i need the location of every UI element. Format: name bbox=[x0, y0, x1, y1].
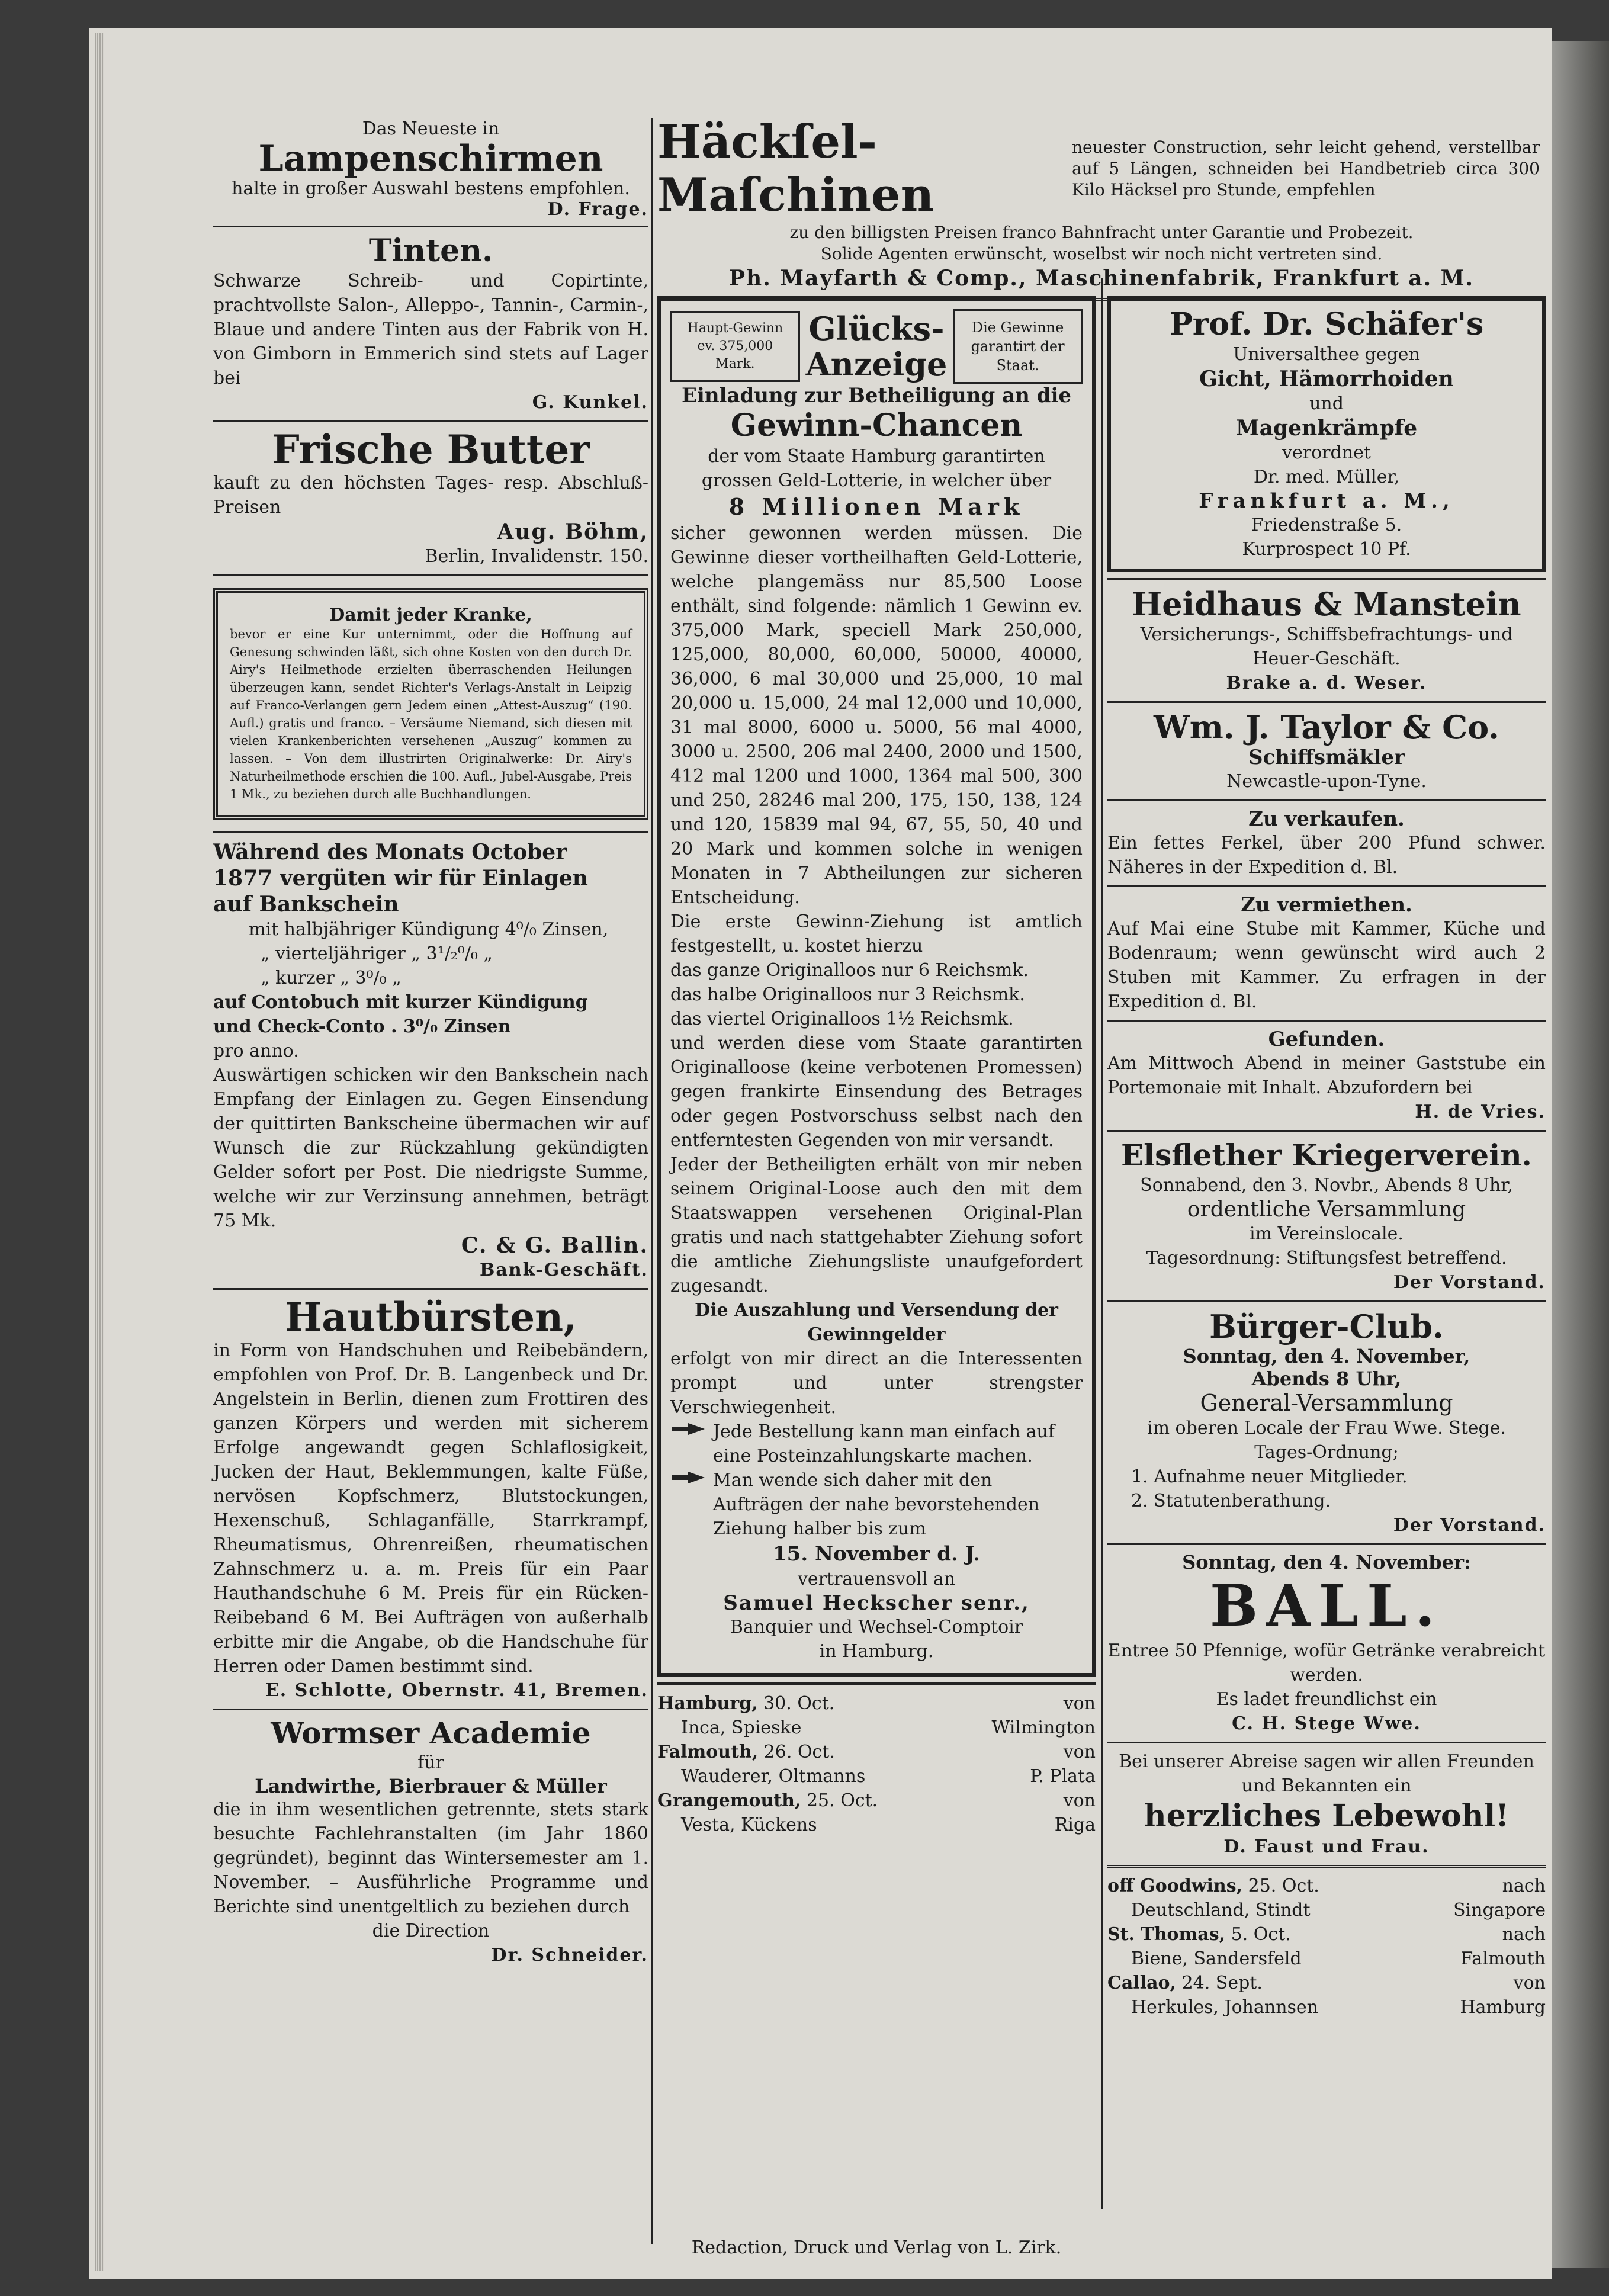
ship-date: 25. Oct. bbox=[1248, 1876, 1319, 1896]
ad-bank bbox=[213, 839, 648, 1282]
ad-line: halte in großer Auswahl bestens empfohlen. bbox=[232, 178, 630, 199]
ad-signature: Aug. Böhm, bbox=[497, 519, 648, 544]
ad-ball bbox=[1107, 1551, 1546, 1736]
ad-line: und Check-Conto . 3⁰/₀ Zinsen bbox=[213, 1016, 511, 1037]
ad-headline: Bürger-Club. bbox=[1209, 1308, 1444, 1346]
ad-line: Universalthee gegen bbox=[1233, 344, 1420, 365]
ad-headline: Wm. J. Taylor & Co. bbox=[1154, 708, 1499, 746]
ad-line: 2. Statutenberathung. bbox=[1131, 1491, 1331, 1511]
ad-signature: D. Frage. bbox=[547, 199, 648, 220]
ad-signature: Der Vorstand. bbox=[1393, 1515, 1546, 1536]
column-rule-2 bbox=[1101, 278, 1103, 2209]
ad-signature: D. Faust und Frau. bbox=[1223, 1836, 1430, 1857]
ad-line: Gicht, Hämorrhoiden bbox=[1199, 367, 1454, 391]
ship-direction: von bbox=[1063, 1790, 1096, 1811]
ad-line: Dr. med. Müller, bbox=[1253, 467, 1400, 487]
ship-entry bbox=[1107, 1947, 1546, 1971]
divider bbox=[213, 1288, 648, 1290]
ad-line: Landwirthe, Bierbrauer & Müller bbox=[255, 1775, 607, 1797]
ad-line: 15. November d. J. bbox=[773, 1542, 980, 1566]
ship-direction: nach bbox=[1502, 1876, 1546, 1896]
ad-line: Frankfurt a. M., bbox=[1199, 489, 1454, 513]
ship-port: Callao, bbox=[1107, 1973, 1177, 1993]
ship-place: Hamburg bbox=[1460, 1997, 1546, 2018]
column-right bbox=[1107, 296, 1546, 2019]
ad-headline: Damit jeder Kranke, bbox=[329, 605, 532, 625]
ad-headline: Hautbürsten, bbox=[284, 1294, 577, 1340]
ad-line: General-Versammlung bbox=[1200, 1390, 1453, 1416]
ship-place: Wilmington bbox=[991, 1717, 1096, 1738]
ad-headline: BALL. bbox=[1209, 1572, 1444, 1639]
ad-headline: 8 Millionen Mark bbox=[728, 493, 1025, 520]
ship-entry bbox=[657, 1788, 1096, 1813]
ad-tinten bbox=[213, 233, 648, 415]
ship-date: 25. Oct. bbox=[806, 1790, 878, 1811]
ad-line: vertrauensvoll an bbox=[797, 1569, 956, 1589]
ad-line: Es ladet freundlichst ein bbox=[1216, 1689, 1437, 1710]
ship-date: 24. Sept. bbox=[1181, 1973, 1263, 1993]
ship-date: 30. Oct. bbox=[763, 1693, 835, 1714]
ad-line: im Vereinslocale. bbox=[1250, 1224, 1404, 1244]
ship-date: 5. Oct. bbox=[1231, 1924, 1291, 1945]
ad-headline: Häckſel-Maſchinen bbox=[657, 115, 934, 222]
ad-line: Friedenstraße 5. bbox=[1251, 515, 1402, 535]
imprint: Redaction, Druck und Verlag von L. Zirk. bbox=[691, 2237, 1062, 2258]
ship-direction: von bbox=[1513, 1973, 1546, 1993]
ad-headline: Glücks-Anzeige bbox=[805, 310, 948, 383]
ad-haeckselmaschinen bbox=[657, 115, 1546, 307]
ad-signature: Banquier und Wechsel-Comptoir bbox=[730, 1617, 1023, 1637]
ad-hautbuersten bbox=[213, 1296, 648, 1703]
ad-text: Entree 50 Pfennige, wofür Getränke verabreicht werden. bbox=[1107, 1640, 1546, 1685]
ship-port: Grangemouth, bbox=[657, 1790, 801, 1811]
ad-text: Ein fettes Ferkel, über 200 Pfund schwer. Näheres in der Expedition d. Bl. bbox=[1107, 833, 1546, 878]
ad-headline: Prof. Dr. Schäfer's bbox=[1169, 306, 1484, 342]
column-middle bbox=[657, 296, 1096, 1837]
ad-line: im oberen Locale der Frau Wwe. Stege. bbox=[1146, 1418, 1507, 1438]
ad-headline: Zu vermiethen. bbox=[1241, 893, 1412, 917]
ad-headline: Während des Monats October bbox=[213, 840, 567, 865]
ship-name: Herkules, Johannsen bbox=[1131, 1997, 1318, 2018]
ship-entry bbox=[657, 1813, 1096, 1837]
ship-name: Wauderer, Oltmanns bbox=[681, 1766, 866, 1787]
ad-headline: Gewinn-Chancen bbox=[730, 407, 1023, 444]
ad-line: die Direction bbox=[372, 1921, 490, 1941]
ship-entry bbox=[1107, 1898, 1546, 1922]
ad-signature: E. Schlotte, Obernstr. 41, Bremen. bbox=[265, 1680, 648, 1701]
ad-line: für bbox=[417, 1752, 444, 1773]
shipping-news-middle bbox=[657, 1691, 1096, 1837]
pointing-hand-icon bbox=[670, 1468, 706, 1485]
ad-line: „ vierteljähriger „ 3¹/₂⁰/₀ „ bbox=[261, 943, 493, 964]
ship-place: Riga bbox=[1054, 1815, 1096, 1835]
ship-entry bbox=[1107, 1874, 1546, 1898]
ad-signature: Brake a. d. Weser. bbox=[1226, 673, 1427, 693]
ad-headline: Zu verkaufen. bbox=[1248, 807, 1405, 831]
ad-line: Schiffsmäkler bbox=[1248, 746, 1405, 769]
pointing-hand-icon bbox=[670, 1420, 706, 1436]
ship-entry bbox=[657, 1716, 1096, 1740]
ad-line: „ kurzer „ 3⁰/₀ „ bbox=[261, 968, 402, 988]
ad-gluecks-anzeige bbox=[657, 296, 1096, 1677]
ad-headline: Frische Butter bbox=[271, 426, 590, 473]
ad-buerger-club bbox=[1107, 1308, 1546, 1537]
ad-signature: G. Kunkel. bbox=[532, 392, 648, 413]
ad-text: der vom Staate Hamburg garantirten grossen Geld-Lotterie, in welcher über bbox=[701, 446, 1052, 491]
ad-text: Auswärtigen schicken wir den Bankschein nach Empfang der Einlagen zu. Gegen Einsendung der quittirten Bankscheine übermachen wir auf Wunsch die zur Rückzahlung gekündigten Gelder sofort per Post. Die niedrigste Summe, welche wir zur Verzinsung annehmen, beträgt 75 Mk. bbox=[213, 1065, 648, 1231]
ad-box-right: Die Gewinne garantirt der Staat. bbox=[953, 309, 1083, 384]
ad-line: Das Neueste in bbox=[362, 118, 500, 139]
ad-signature: Samuel Heckscher senr., bbox=[723, 1591, 1030, 1615]
ad-heidhaus bbox=[1107, 586, 1546, 695]
ad-text: Auf Mai eine Stube mit Kammer, Küche und Bodenraum; wenn gewünscht wird auch 2 Stuben mit Kammer. Zu erfragen in der Expedition d. Bl. bbox=[1107, 919, 1546, 1012]
ship-name: Inca, Spieske bbox=[681, 1717, 802, 1738]
ad-line: Tagesordnung: Stiftungsfest betreffend. bbox=[1146, 1248, 1507, 1269]
ad-schaefer bbox=[1107, 296, 1546, 572]
ad-text: Jeder der Betheiligten erhält von mir neben seinem Original-Loose auch den mit dem Staatswappen versehenen Original-Plan gratis und nach stattgehabter Ziehung sofort die amtliche Ziehungsliste unaufgefordert zugesandt. bbox=[670, 1154, 1083, 1296]
ad-line: Tages-Ordnung; bbox=[1254, 1442, 1399, 1463]
ad-line: pro anno. bbox=[213, 1041, 299, 1061]
page-fold bbox=[95, 33, 104, 2271]
ship-entry bbox=[1107, 1922, 1546, 1947]
ad-line: Einladung zur Betheiligung an die bbox=[681, 384, 1071, 407]
ad-signature: Der Vorstand. bbox=[1393, 1272, 1546, 1293]
ship-name: Vesta, Kückens bbox=[681, 1815, 817, 1835]
ad-text: Jede Bestellung kann man einfach auf eine Posteinzahlungskarte machen. bbox=[713, 1421, 1055, 1466]
ship-entry bbox=[657, 1740, 1096, 1764]
ad-line: Newcastle-upon-Tyne. bbox=[1226, 771, 1427, 792]
ship-port: Falmouth, bbox=[657, 1742, 759, 1762]
ship-entry bbox=[1107, 1995, 1546, 2019]
ad-line: das halbe Originalloos nur 3 Reichsmk. bbox=[670, 984, 1025, 1005]
ad-line: Solide Agenten erwünscht, woselbst wir noch nicht vertreten sind. bbox=[820, 244, 1383, 264]
ad-line: Sonntag, den 4. November: bbox=[1182, 1551, 1471, 1574]
ad-vermiethen bbox=[1107, 893, 1546, 1014]
ad-line: Die Auszahlung und Versendung der Gewinngelder bbox=[695, 1300, 1058, 1345]
divider bbox=[1107, 1020, 1546, 1022]
ad-text: und werden diese vom Staate garantirten Originalloose (keine verbotenen Promessen) gegen frankirte Einsendung des Betrages oder gegen Postvorschuss selbst nach den entferntesten Gegenden von mir versandt. bbox=[670, 1033, 1083, 1151]
ad-signature: C. H. Stege Wwe. bbox=[1232, 1713, 1421, 1734]
ship-name: Biene, Sandersfeld bbox=[1131, 1948, 1302, 1969]
ship-entry bbox=[657, 1764, 1096, 1788]
ship-port: St. Thomas, bbox=[1107, 1924, 1226, 1945]
ad-signature: Dr. Schneider. bbox=[491, 1945, 648, 1966]
ad-line: Abends 8 Uhr, bbox=[1251, 1367, 1402, 1390]
ad-text: erfolgt von mir direct an die Interessenten prompt und unter strengster Verschwiegenheit. bbox=[670, 1348, 1083, 1418]
ad-line bbox=[670, 1468, 1083, 1541]
ad-line: das ganze Originalloos nur 6 Reichsmk. bbox=[670, 960, 1029, 981]
ship-entry bbox=[1107, 1971, 1546, 1995]
ad-line: und bbox=[1309, 393, 1344, 414]
ship-direction: nach bbox=[1502, 1924, 1546, 1945]
divider bbox=[657, 1682, 1096, 1685]
ad-text: Die erste Gewinn-Ziehung ist amtlich festgestellt, u. kostet hierzu bbox=[670, 911, 1083, 956]
ad-headline: Lampenschirmen bbox=[258, 138, 603, 179]
ad-line: das viertel Originalloos 1½ Reichsmk. bbox=[670, 1009, 1014, 1029]
divider bbox=[1107, 1742, 1546, 1743]
ad-line: zu den billigsten Preisen franco Bahnfracht unter Garantie und Probezeit. bbox=[789, 223, 1414, 242]
ad-farewell bbox=[1107, 1749, 1546, 1859]
ad-taylor bbox=[1107, 709, 1546, 794]
ship-entry bbox=[657, 1691, 1096, 1716]
ad-text: Am Mittwoch Abend in meiner Gaststube ein Portemonaie mit Inhalt. Abzufordern bei bbox=[1107, 1053, 1546, 1098]
ad-headline: Elsflether Kriegerverein. bbox=[1121, 1138, 1532, 1173]
column-left bbox=[213, 118, 648, 1967]
ad-line: Sonnabend, den 3. Novbr., Abends 8 Uhr, bbox=[1140, 1175, 1513, 1196]
ad-line: Sonntag, den 4. November, bbox=[1183, 1345, 1470, 1367]
divider bbox=[1107, 701, 1546, 703]
divider bbox=[213, 420, 648, 422]
ad-text: Bei unserer Abreise sagen wir allen Freunden und Bekannten ein bbox=[1119, 1751, 1534, 1796]
divider bbox=[213, 574, 648, 576]
ad-kranke-box bbox=[213, 588, 648, 820]
ad-text: in Form von Handschuhen und Reibebändern, empfohlen von Prof. Dr. B. Langenbeck und Dr. Angelstein in Berlin, dienen zum Frottiren des ganzen Körpers und werden mit sicherem Erfolge angewandt gegen Schlaflosigkeit, Jucken der Haut, Beklemmungen, kalte Füße, nervösen Kopfschmerz, Blutstockungen, Hexenschuß, Schlaganfälle, Starrkrampf, Rheumatismus, Ohrenreißen, rheumatischen Zahnschmerz u. a. m. Preis für ein Paar Hauthandschuhe 6 M. Preis für ein Rücken-Reibeband 6 M. Bei Aufträgen von außerhalb erbitte mir die Angabe, ob die Handschuhe für Herren oder Damen bestimmt sind. bbox=[213, 1340, 648, 1677]
divider bbox=[1107, 1865, 1546, 1868]
ad-text: neuester Construction, sehr leicht gehend, verstellbar auf 5 Längen, schneiden bei Handbetrieb circa 300 Kilo Häcksel pro Stunde, empfehlen bbox=[1072, 137, 1540, 200]
ship-place: Falmouth bbox=[1460, 1948, 1546, 1969]
ad-line: mit halbjähriger Kündigung 4⁰/₀ Zinsen, bbox=[249, 919, 609, 940]
ad-verkaufen bbox=[1107, 807, 1546, 879]
divider bbox=[1107, 1130, 1546, 1132]
divider bbox=[1107, 578, 1546, 580]
ad-box-left: Haupt-Gewinn ev. 375,000 Mark. bbox=[670, 311, 800, 382]
column-rule-1 bbox=[651, 118, 653, 2244]
ad-line: ordentliche Versammlung bbox=[1187, 1197, 1466, 1222]
ship-direction: von bbox=[1063, 1693, 1096, 1714]
ad-lampenschirme bbox=[213, 118, 648, 220]
ad-text: Man wende sich daher mit den Aufträgen der nahe bevorstehenden Ziehung halber bis zum bbox=[713, 1470, 1040, 1539]
ship-name: Deutschland, Stindt bbox=[1131, 1900, 1311, 1921]
ad-signature: Bank-Geschäft. bbox=[480, 1260, 648, 1280]
ad-signature: H. de Vries. bbox=[1415, 1102, 1546, 1122]
ad-signature: C. & G. Ballin. bbox=[461, 1233, 648, 1258]
divider bbox=[1107, 1543, 1546, 1545]
ad-text: Schwarze Schreib- und Copirtinte, prachtvollste Salon-, Alleppo-, Tannin-, Carmin-, Blaue und andere Tinten aus der Fabrik von H. von Gimborn in Emmerich sind stets auf Lager bei bbox=[213, 271, 648, 388]
ad-headline: Wormser Academie bbox=[271, 1716, 591, 1751]
ad-text: sicher gewonnen werden müssen. Die Gewinne dieser vortheilhaften Geld-Lotterie, welche plangemäss nur 85,500 Loose enthält, sind folgende: nämlich 1 Gewinn ev. 375,000 Mark, speciell Mark 250,000, 125,000, 80,000, 60,000, 50000, 40000, 36,000, 6 mal 30,000 und 25,000, 10 mal 20,000 u. 15,000, 24 mal 12,000 und 10,000, 31 mal 8000, 6000 u. 5000, 56 mal 4000, 3000 u. 2500, 206 mal 2400, 2000 und 1500, 412 mal 1200 und 1000, 1364 mal 500, 300 und 250, 28246 mal 200, 175, 150, 138, 124 und 120, 15839 mal 94, 67, 55, 50, 40 und 20 Mark und kommen solche in wenigen Monaten in 7 Abtheilungen zur sicheren Entscheidung. bbox=[670, 523, 1083, 908]
ship-port: off Goodwins, bbox=[1107, 1876, 1243, 1896]
ship-place: Singapore bbox=[1453, 1900, 1546, 1921]
ship-port: Hamburg, bbox=[657, 1693, 758, 1714]
ad-text: Versicherungs-, Schiffsbefrachtungs- und Heuer-Geschäft. bbox=[1140, 624, 1513, 669]
ship-date: 26. Oct. bbox=[763, 1742, 835, 1762]
ad-wormser bbox=[213, 1716, 648, 1967]
ad-text: kauft zu den höchsten Tages- resp. Abschluß-Preisen bbox=[213, 473, 648, 518]
ad-line bbox=[670, 1420, 1083, 1468]
ad-headline: 1877 vergüten wir für Einlagen bbox=[213, 866, 588, 891]
ad-kriegerverein bbox=[1107, 1138, 1546, 1295]
ad-gefunden bbox=[1107, 1027, 1546, 1124]
ship-place: P. Plata bbox=[1030, 1766, 1096, 1787]
ad-butter bbox=[213, 428, 648, 569]
divider bbox=[1107, 1300, 1546, 1302]
ad-text: die in ihm wesentlichen getrennte, stets stark besuchte Fachlehranstalten (im Jahr 1860 gegründet), beginnt das Wintersemester am 1. November. – Ausführliche Programme und Berichte sind unentgeltlich zu beziehen durch bbox=[213, 1799, 648, 1917]
divider bbox=[213, 831, 648, 833]
ad-signature: Ph. Mayfarth & Comp., Maschinenfabrik, Frankfurt a. M. bbox=[728, 266, 1475, 291]
ad-line: verordnet bbox=[1282, 442, 1371, 463]
ad-line: auf Contobuch mit kurzer Kündigung bbox=[213, 992, 588, 1013]
ad-text: bevor er eine Kur unternimmt, oder die Hoffnung auf Genesung schwinden läßt, sich ohne Kosten von den durch Dr. Airy's Heilmethode erzielten überraschenden Heilungen überzeugen kann, sendet Richter's Verlags-Anstalt in Leipzig auf Franco-Verlangen gern Jedem einen „Attest-Auszug“ (190. Aufl.) gratis und franco. – Versäume Niemand, sich diesen mit vielen Krankenberichten versehenen „Auszug“ kommen zu lassen. – Von dem illustrirten Originalwerke: Dr. Airy's Naturheilmethode erschien die 100. Aufl., Jubel-Ausgabe, Preis 1 Mk., zu beziehen durch alle Buchhandlungen. bbox=[230, 627, 632, 801]
divider bbox=[213, 226, 648, 227]
divider bbox=[1107, 885, 1546, 887]
ship-direction: von bbox=[1063, 1742, 1096, 1762]
ad-line: 1. Aufnahme neuer Mitglieder. bbox=[1131, 1466, 1408, 1487]
ad-headline: herzliches Lebewohl! bbox=[1144, 1798, 1510, 1834]
shipping-news-right bbox=[1107, 1874, 1546, 2019]
ad-headline: Heidhaus & Manstein bbox=[1132, 585, 1521, 623]
ad-line: Kurprospect 10 Pf. bbox=[1242, 539, 1411, 560]
ad-line: Magenkrämpfe bbox=[1235, 416, 1418, 441]
ad-headline: Gefunden. bbox=[1268, 1027, 1385, 1051]
ad-headline: auf Bankschein bbox=[213, 892, 399, 917]
page-edge bbox=[1552, 41, 1609, 2268]
ad-address: Berlin, Invalidenstr. 150. bbox=[425, 546, 648, 567]
divider bbox=[213, 1709, 648, 1710]
divider bbox=[1107, 799, 1546, 801]
ad-headline: Tinten. bbox=[368, 233, 493, 269]
ad-signature: in Hamburg. bbox=[819, 1641, 934, 1662]
